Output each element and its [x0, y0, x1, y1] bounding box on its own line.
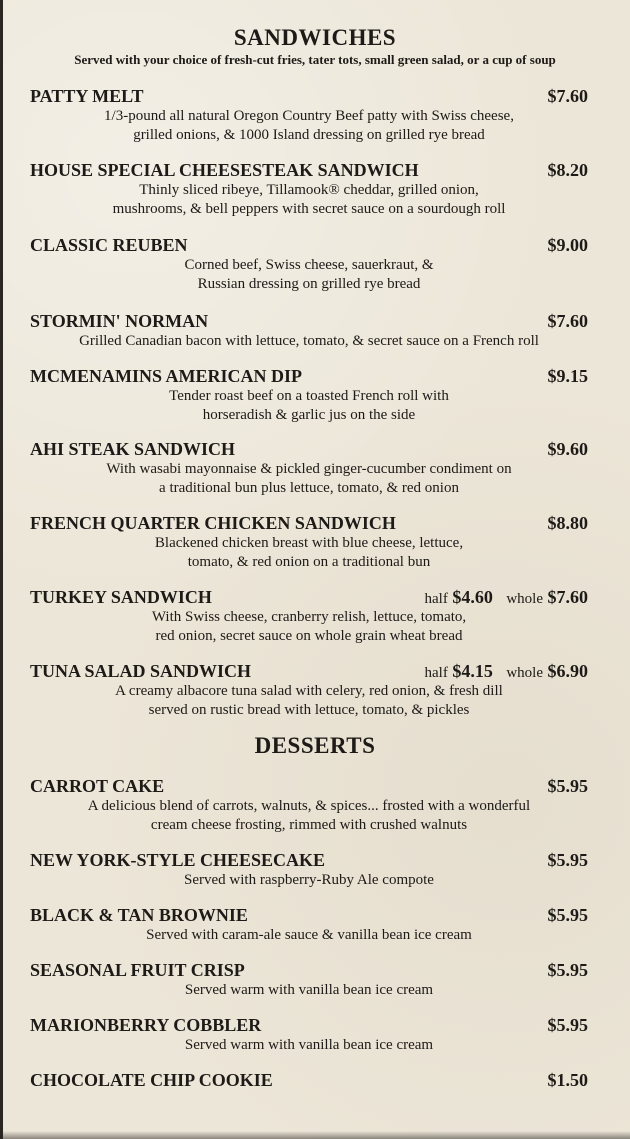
item-name: MARIONBERRY COBBLER — [30, 1015, 262, 1035]
item-description: red onion, secret sauce on whole grain wheat bread — [155, 628, 463, 644]
item-name: HOUSE SPECIAL CHEESESTEAK SANDWICH — [30, 160, 419, 180]
whole-price: $6.90 — [547, 661, 588, 681]
page-left-edge — [0, 0, 3, 1139]
item-name: STORMIN' NORMAN — [30, 311, 209, 331]
menu-item-stormin-norman — [30, 310, 588, 351]
whole-label: whole — [506, 665, 543, 681]
whole-label: whole — [506, 591, 543, 607]
half-whole-prices — [425, 660, 589, 684]
item-price: $9.00 — [547, 235, 588, 255]
item-price: $8.80 — [547, 513, 588, 533]
menu-item-classic-reuben — [30, 234, 588, 294]
item-price: $5.95 — [547, 776, 588, 796]
item-name: CLASSIC REUBEN — [30, 235, 188, 255]
item-description: Russian dressing on grilled rye bread — [197, 276, 421, 292]
menu-item-fruit-crisp — [30, 959, 588, 1000]
item-name: BLACK & TAN BROWNIE — [30, 905, 248, 925]
menu-item-cheesesteak — [30, 159, 588, 219]
menu-item-carrot-cake — [30, 775, 588, 835]
sandwiches-title: SANDWICHES — [233, 25, 397, 50]
item-description: Corned beef, Swiss cheese, sauerkraut, & — [184, 257, 434, 273]
menu-item-turkey-sandwich — [30, 586, 588, 646]
item-description: Served warm with vanilla bean ice cream — [184, 982, 434, 998]
item-description: grilled onions, & 1000 Island dressing on grilled rye bread — [133, 127, 485, 143]
item-price: $7.60 — [547, 311, 588, 331]
item-name: TURKEY SANDWICH — [30, 587, 212, 607]
item-description: Blackened chicken breast with blue cheese, lettuce, — [154, 535, 464, 551]
menu-item-french-quarter-chicken — [30, 512, 588, 572]
item-description: cream cheese frosting, rimmed with crushed walnuts — [150, 817, 468, 833]
item-name: AHI STEAK SANDWICH — [30, 439, 236, 459]
item-description: Tender roast beef on a toasted French roll with — [169, 388, 449, 404]
menu-item-marionberry-cobbler — [30, 1014, 588, 1055]
item-description: With Swiss cheese, cranberry relish, lettuce, tomato, — [151, 609, 467, 625]
item-name: CHOCOLATE CHIP COOKIE — [30, 1070, 273, 1090]
half-price: $4.15 — [452, 661, 493, 681]
item-name: SEASONAL FRUIT CRISP — [30, 960, 245, 980]
menu-item-ahi-steak — [30, 438, 588, 498]
item-name: PATTY MELT — [30, 86, 144, 106]
item-description: Served warm with vanilla bean ice cream — [184, 1037, 434, 1053]
item-name: TUNA SALAD SANDWICH — [30, 661, 252, 681]
item-description: With wasabi mayonnaise & pickled ginger-cucumber condiment on — [106, 461, 512, 477]
item-description: Served with caram-ale sauce & vanilla bean ice cream — [146, 927, 472, 943]
item-price: $1.50 — [547, 1070, 588, 1090]
item-price: $5.95 — [547, 850, 588, 870]
item-price: $7.60 — [547, 86, 588, 106]
item-price: $8.20 — [547, 160, 588, 180]
item-description: A creamy albacore tuna salad with celery, red onion, & fresh dill — [115, 683, 503, 699]
item-description: Served with raspberry-Ruby Ale compote — [184, 872, 434, 888]
desserts-title: DESSERTS — [254, 733, 376, 758]
item-price: $5.95 — [547, 1015, 588, 1035]
item-description: served on rustic bread with lettuce, tomato, & pickles — [148, 702, 470, 718]
item-name: FRENCH QUARTER CHICKEN SANDWICH — [30, 513, 396, 533]
menu-item-chocolate-chip-cookie — [30, 1069, 588, 1091]
half-whole-prices — [425, 586, 589, 610]
item-description: a traditional bun plus lettuce, tomato, & red onion — [159, 480, 459, 496]
item-name: CARROT CAKE — [30, 776, 165, 796]
menu-item-cheesecake — [30, 849, 588, 890]
item-price: $9.60 — [547, 439, 588, 459]
item-description: A delicious blend of carrots, walnuts, & spices... frosted with a wonderful — [87, 798, 531, 814]
half-label: half — [424, 665, 448, 681]
item-name: NEW YORK-STYLE CHEESECAKE — [30, 850, 326, 870]
sandwiches-subtitle: Served with your choice of fresh-cut fries, tater tots, small green salad, or a cup of soup — [74, 52, 556, 67]
item-price: $9.15 — [547, 366, 588, 386]
item-description: 1/3-pound all natural Oregon Country Beef patty with Swiss cheese, — [104, 108, 514, 124]
item-price: $5.95 — [547, 960, 588, 980]
item-description: horseradish & garlic jus on the side — [202, 407, 416, 423]
menu-item-tuna-salad-sandwich — [30, 660, 588, 720]
menu-item-patty-melt — [30, 85, 588, 145]
page-bottom-edge — [0, 1131, 630, 1139]
item-description: mushrooms, & bell peppers with secret sauce on a sourdough roll — [112, 201, 506, 217]
half-label: half — [424, 591, 448, 607]
item-name: MCMENAMINS AMERICAN DIP — [30, 366, 302, 386]
item-description: tomato, & red onion on a traditional bun — [187, 554, 431, 570]
item-description: Grilled Canadian bacon with lettuce, tomato, & secret sauce on a French roll — [79, 333, 539, 349]
half-price: $4.60 — [452, 587, 493, 607]
item-description: Thinly sliced ribeye, Tillamook® cheddar, grilled onion, — [139, 182, 479, 198]
whole-price: $7.60 — [547, 587, 588, 607]
menu-item-american-dip — [30, 365, 588, 425]
menu-item-brownie — [30, 904, 588, 945]
item-price: $5.95 — [547, 905, 588, 925]
